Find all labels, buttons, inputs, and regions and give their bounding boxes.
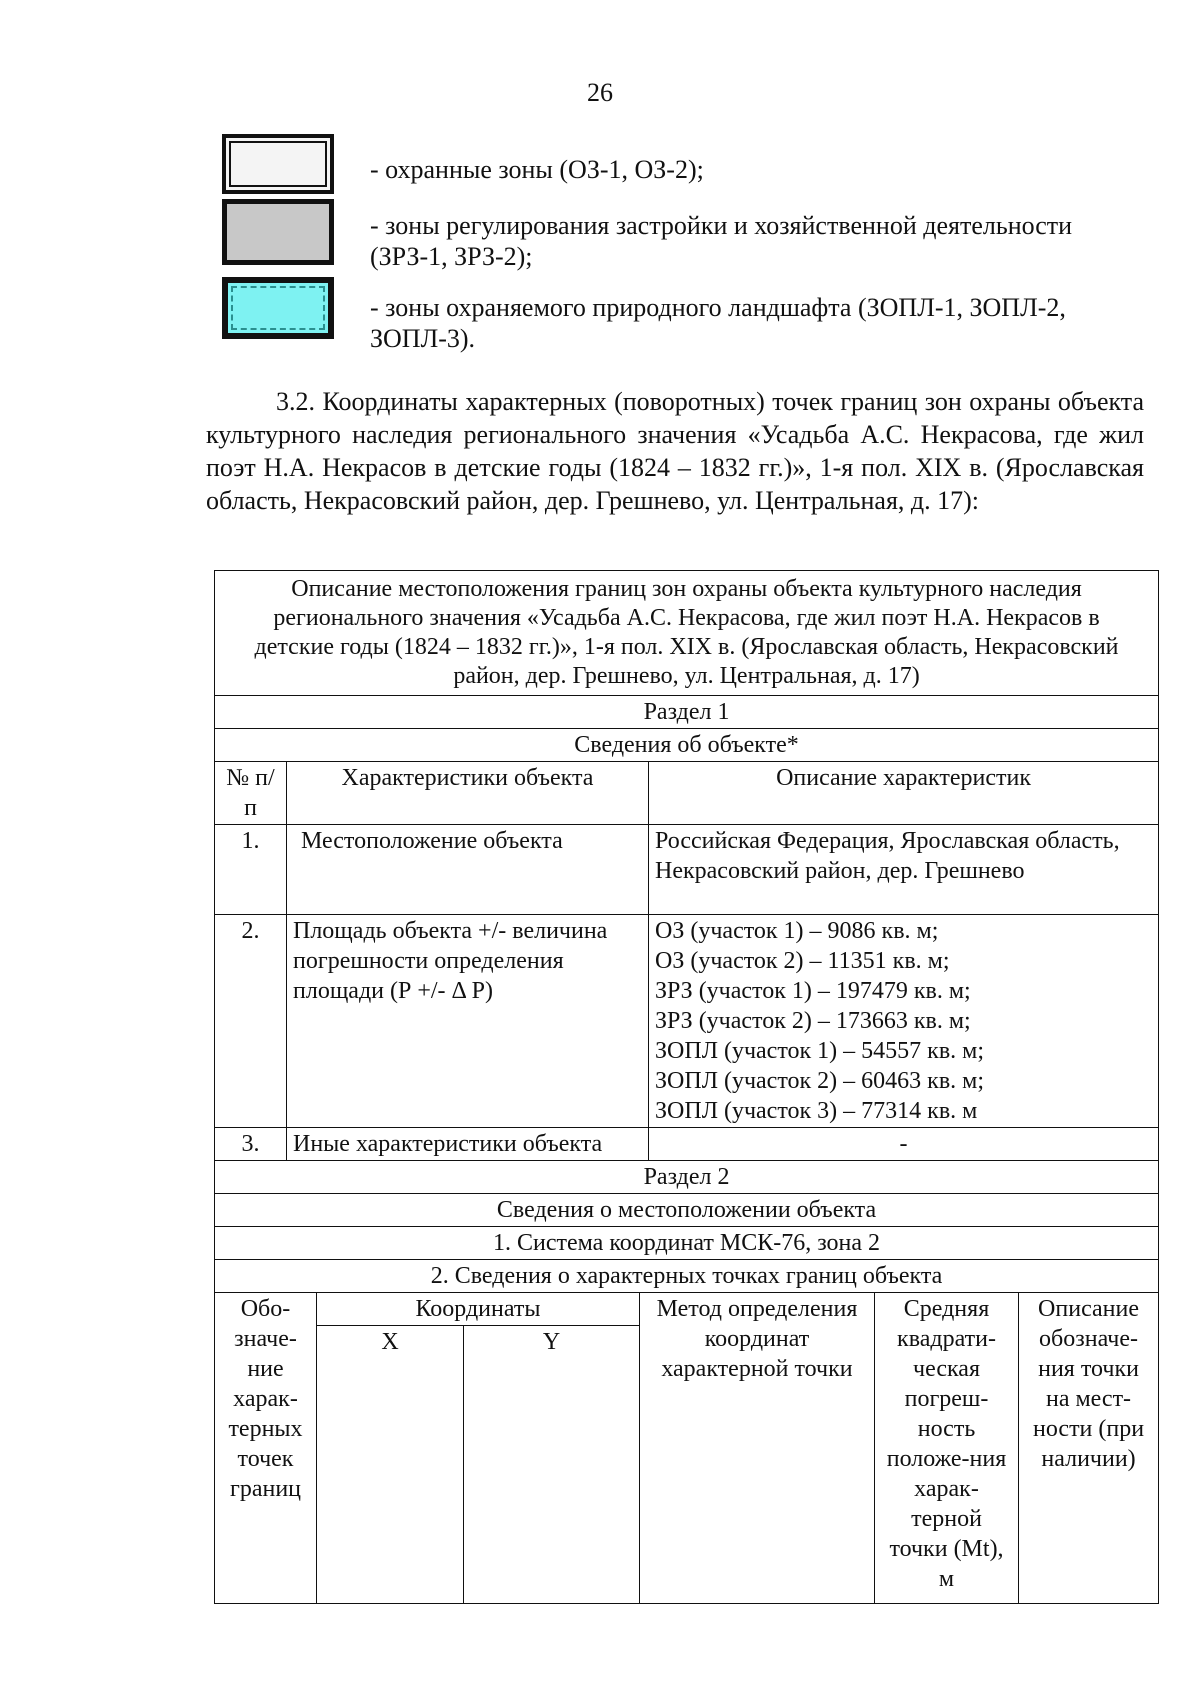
points-title: 2. Сведения о характерных точках границ объекта — [215, 1260, 1159, 1293]
coordinates-header: Координаты — [317, 1293, 640, 1326]
cyan-frame-swatch-icon — [222, 277, 334, 339]
area-line: ЗОПЛ (участок 2) – 60463 кв. м; — [655, 1068, 985, 1094]
section-1-subtitle: Сведения об объекте* — [215, 729, 1159, 762]
gray-frame-swatch-icon — [222, 199, 334, 265]
area-line: ЗОПЛ (участок 3) – 77314 кв. м — [655, 1098, 978, 1124]
area-line: ОЗ (участок 1) – 9086 кв. м; — [655, 918, 939, 944]
section-2-label: Раздел 2 — [215, 1161, 1159, 1194]
hatched-frame-swatch-icon — [222, 134, 334, 194]
page-number: 26 — [587, 78, 613, 107]
legend-text-zrz: - зоны регулирования застройки и хозяйственной деятельности (ЗРЗ-1, ЗРЗ-2); — [370, 211, 1073, 271]
area-line: ЗРЗ (участок 1) – 197479 кв. м; — [655, 978, 971, 1004]
row-characteristic: Площадь объекта +/- величина погрешности определения площади (Р +/- Δ Р) — [287, 915, 649, 1128]
error-header: Средняя квадрати-ческая погреш-ность положе-ния харак-терной точки (Mt), м — [875, 1293, 1019, 1604]
col-number-header: № п/п — [215, 762, 287, 825]
section-1-label: Раздел 1 — [215, 696, 1159, 729]
table-title-row — [215, 571, 1159, 696]
zones-table — [214, 570, 1159, 1604]
area-line: ОЗ (участок 2) – 11351 кв. м; — [655, 948, 950, 974]
y-header: Y — [464, 1326, 640, 1604]
method-header: Метод определения координат характерной точки — [640, 1293, 875, 1604]
x-header: X — [317, 1326, 464, 1604]
row-number: 3. — [215, 1128, 287, 1161]
row-number: 1. — [215, 825, 287, 915]
table-row — [215, 915, 1159, 1128]
section-2-subtitle: Сведения о местоположении объекта — [215, 1194, 1159, 1227]
table-row — [215, 1161, 1159, 1194]
row-description: - — [649, 1128, 1159, 1161]
row-description: Российская Федерация, Ярославская область, Некрасовский район, дер. Грешнево — [649, 825, 1159, 915]
row-number: 2. — [215, 915, 287, 1128]
col-description-header: Описание характеристик — [649, 762, 1159, 825]
row-characteristic: Иные характеристики объекта — [287, 1128, 649, 1161]
table-row — [215, 1128, 1159, 1161]
table-title: Описание местоположения границ зон охраны объекта культурного наследия регионального значения «Усадьба А.С. Некрасова, где жил поэт Н.А. Некрасов в детские годы (1824 – 1832 гг.)», 1-я пол. XIX в. (Ярославская область, Некрасовский район, дер. Грешнево, ул. Центральная, д. 17) — [215, 571, 1159, 696]
legend-text-oz: - охранные зоны (ОЗ-1, ОЗ-2); — [370, 155, 704, 184]
coord-header-row — [215, 1293, 1159, 1326]
area-line: ЗРЗ (участок 2) – 173663 кв. м; — [655, 1008, 971, 1034]
area-list — [649, 915, 1159, 1128]
section-paragraph: 3.2. Координаты характерных (поворотных) точек границ зон охраны объекта культурного наследия регионального значения «Усадьба А.С. Некрасова, где жил поэт Н.А. Некрасов в детские годы (1824 – 1832 гг.)», 1-я пол. XIX в. (Ярославская область, Некрасовский район, дер. Грешнево, ул. Центральная, д. 17): — [206, 387, 1144, 515]
coordinate-system: 1. Система координат МСК-76, зона 2 — [215, 1227, 1159, 1260]
row-characteristic: Местоположение объекта — [287, 825, 649, 915]
table-row — [215, 729, 1159, 762]
legend-text-zopl: - зоны охраняемого природного ландшафта (ЗОПЛ-1, ЗОПЛ-2, ЗОПЛ-3). — [370, 293, 1066, 353]
point-description-header: Описание обозначе-ния точки на мест-ности (при наличии) — [1019, 1293, 1159, 1604]
table-header-row — [215, 762, 1159, 825]
table-row — [215, 825, 1159, 915]
area-line: ЗОПЛ (участок 1) – 54557 кв. м; — [655, 1038, 985, 1064]
table-row — [215, 1194, 1159, 1227]
table-row — [215, 1260, 1159, 1293]
table-row — [215, 696, 1159, 729]
col-characteristic-header: Характеристики объекта — [287, 762, 649, 825]
table-row — [215, 1227, 1159, 1260]
designation-header: Обо-значе-ние харак-терных точек границ — [215, 1293, 317, 1604]
